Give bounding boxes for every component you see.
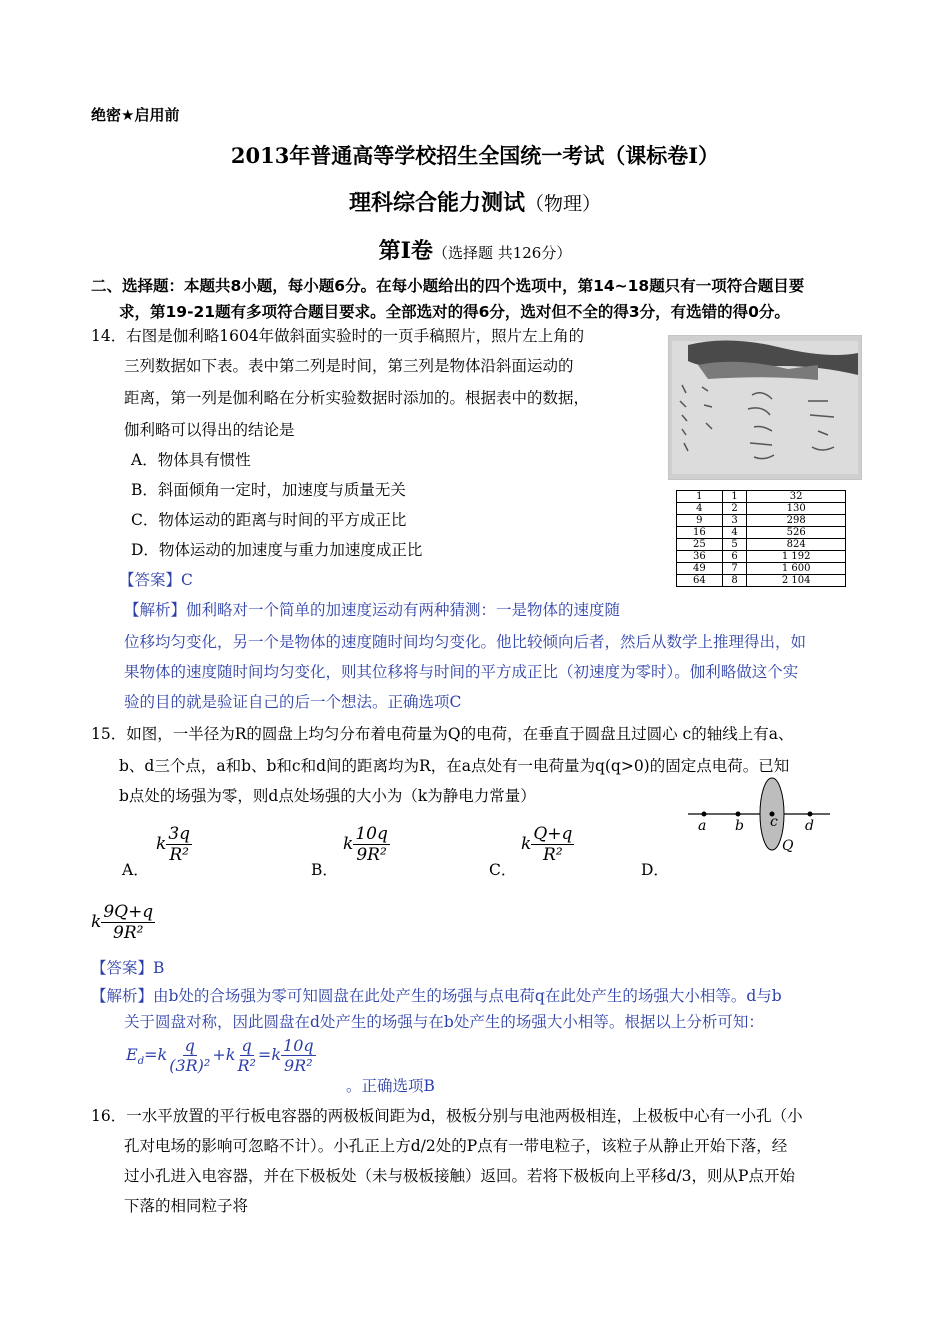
table-cell: 1 (722, 491, 747, 503)
q15-line-1: 15．如图，一半径为R的圆盘上均匀分布着电荷量为Q的电荷，在垂直于圆盘且过圆心 c的轴线上有a、 (91, 725, 794, 743)
instructions-line-1: 二、选择题：本题共8小题，每小题6分。在每小题给出的四个选项中，第14~18题只有一项符合题目要 (91, 277, 805, 295)
table-cell: 4 (677, 503, 723, 515)
table-cell: 6 (722, 551, 747, 563)
q15-analysis-1: 【解析】由b处的合场强为零可知圆盘在此处产生的场强与点电荷q在此处产生的场强大小相等。d与b (91, 987, 782, 1005)
table-cell: 5 (722, 539, 747, 551)
q15-option-c-expr: k $\frac{Q+q}{\text{R²}}$ (521, 824, 573, 865)
q15-option-b-expr: k $\frac{10q}{\text{9R²}}$ (343, 824, 388, 865)
label-c: c (770, 814, 778, 830)
q14-option-b: B．斜面倾角一定时，加速度与质量无关 (131, 481, 406, 499)
table-cell: 32 (747, 491, 846, 503)
q15-option-a-label: A． (122, 861, 149, 879)
q16-line-2: 孔对电场的影响可忽略不计）。小孔正上方d/2处的P点有一带电粒子，该粒子从静止开始下落，经 (124, 1137, 788, 1155)
q15-equation: $E_d=k$ $\frac{q}{\text{(3R)²}}$ +k $\frac{q}{\text{R²}}$ =k $\frac{10q}{\text{9R²}}$ (126, 1036, 314, 1075)
q15-line-2: b、d三个点，a和b、b和c和d间的距离均为R，在a点处有一电荷量为q(q>0)的固定点电荷。已知 (119, 757, 790, 775)
manuscript-photo (668, 335, 862, 480)
label-Q: Q (782, 838, 794, 854)
table-cell: 298 (747, 515, 846, 527)
table-cell: 2 104 (747, 575, 846, 587)
label-a: a (698, 818, 707, 834)
q14-line-3: 距离，第一列是伽利略在分析实验数据时添加的。根据表中的数据， (124, 389, 590, 407)
q15-analysis-2: 关于圆盘对称，因此圆盘在d处产生的场强与在b处产生的场强大小相等。根据以上分析可知： (124, 1013, 764, 1031)
table-cell: 3 (722, 515, 747, 527)
q14-analysis-2: 位移均匀变化，另一个是物体的速度随时间均匀变化。他比较倾向后者，然后从数学上推理得出，如 (124, 633, 807, 651)
table-row (677, 539, 846, 551)
q14-option-a: A．物体具有惯性 (131, 451, 251, 469)
table-cell: 9 (677, 515, 723, 527)
table-cell: 49 (677, 563, 723, 575)
table-cell: 526 (747, 527, 846, 539)
table-row (677, 491, 846, 503)
point-b (736, 812, 741, 817)
label-b: b (735, 818, 744, 834)
q14-line-2: 三列数据如下表。表中第二列是时间，第三列是物体沿斜面运动的 (124, 357, 574, 375)
table-cell: 1 192 (747, 551, 846, 563)
q14-option-c: C．物体运动的距离与时间的平方成正比 (131, 511, 407, 529)
q14-line-1: 14．右图是伽利略1604年做斜面实验时的一页手稿照片，照片左上角的 (91, 327, 585, 345)
q15-option-d-label: D． (641, 861, 669, 879)
q15-equation-tail: 。正确选项B (346, 1077, 435, 1095)
table-cell: 7 (722, 563, 747, 575)
q14-analysis-3: 果物体的速度随时间均匀变化，则其位移将与时间的平方成正比（初速度为零时）。伽利略做这个实 (124, 663, 799, 681)
disk-diagram (684, 774, 834, 854)
q14-option-d: D．物体运动的加速度与重力加速度成正比 (131, 541, 423, 559)
point-a (702, 812, 707, 817)
point-d (808, 812, 813, 817)
q14-analysis-4: 验的目的就是验证自己的后一个想法。正确选项C (124, 693, 462, 711)
table-row (677, 527, 846, 539)
table-cell: 36 (677, 551, 723, 563)
table-cell: 16 (677, 527, 723, 539)
table-cell: 2 (722, 503, 747, 515)
table-cell: 8 (722, 575, 747, 587)
table-cell: 1 (677, 491, 723, 503)
table-row (677, 515, 846, 527)
q16-line-1: 16．一水平放置的平行板电容器的两极板间距为d，极板分别与电池两极相连，上极板中心有一小孔（小 (91, 1107, 803, 1125)
q15-option-a-expr: k $\frac{3q}{\text{R²}}$ (156, 824, 191, 865)
table-cell: 64 (677, 575, 723, 587)
label-d: d (805, 818, 814, 834)
galileo-data-table (676, 490, 846, 587)
table-cell: 25 (677, 539, 723, 551)
table-row (677, 551, 846, 563)
table-cell: 1 600 (747, 563, 846, 575)
top-label: 绝密★启用前 (91, 106, 180, 124)
exam-title: 2013年普通高等学校招生全国统一考试（课标卷I） (230, 143, 720, 168)
table-row (677, 503, 846, 515)
table-cell: 4 (722, 527, 747, 539)
q14-analysis-1: 【解析】伽利略对一个简单的加速度运动有两种猜测：一是物体的速度随 (124, 601, 621, 619)
instructions-line-2: 求，第19-21题有多项符合题目要求。全部选对的得6分，选对但不全的得3分，有选错的得0分。 (119, 303, 790, 321)
q15-option-d-expr: k $\frac{9Q+q}{\text{9R²}}$ (91, 902, 154, 943)
part-title: 第Ⅰ卷（选择题 共126分） (378, 238, 572, 264)
q14-line-4: 伽利略可以得出的结论是 (124, 421, 295, 439)
q16-line-3: 过小孔进入电容器，并在下极板处（未与极板接触）返回。若将下极板向上平移d/3，则从P点开始 (124, 1167, 795, 1185)
q15-answer: 【答案】B (91, 959, 165, 977)
q14-answer: 【答案】C (119, 571, 193, 589)
table-row (677, 563, 846, 575)
table-cell: 824 (747, 539, 846, 551)
subject-title: 理科综合能力测试（物理） (348, 190, 602, 216)
q15-option-b-label: B． (311, 861, 338, 879)
q15-option-c-label: C． (489, 861, 517, 879)
table-cell: 130 (747, 503, 846, 515)
q15-line-3: b点处的场强为零，则d点处场强的大小为（k为静电力常量） (119, 787, 536, 805)
table-row (677, 575, 846, 587)
q16-line-4: 下落的相同粒子将 (124, 1197, 249, 1215)
